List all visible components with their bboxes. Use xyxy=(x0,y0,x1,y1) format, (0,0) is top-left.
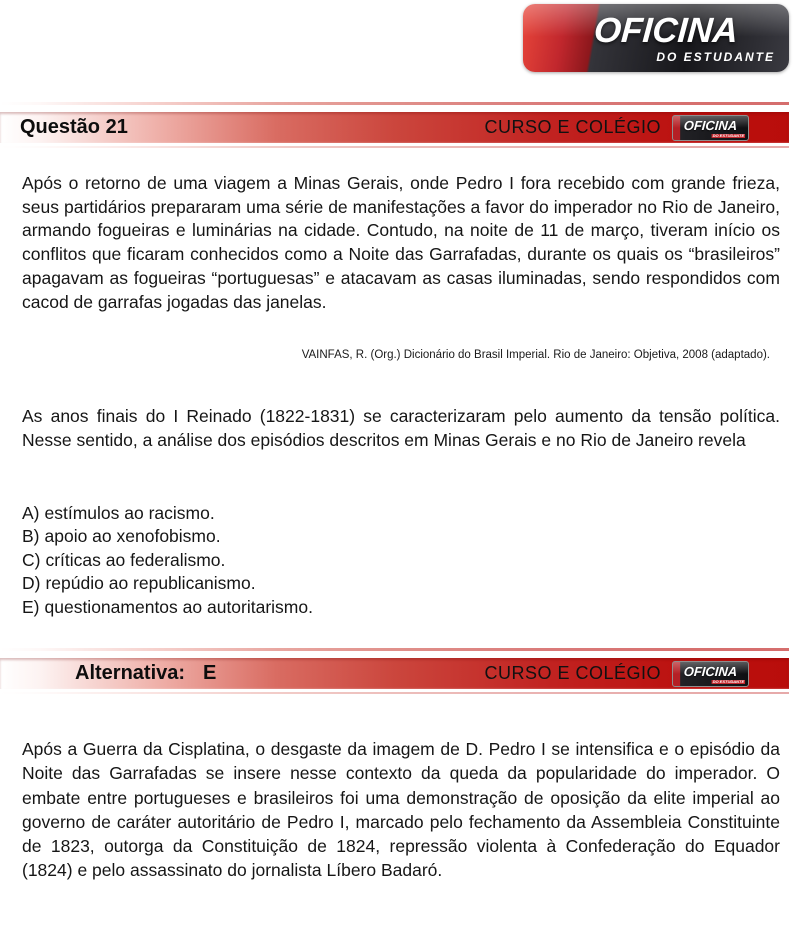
bar-bottom-stripe xyxy=(0,692,789,694)
question-bar xyxy=(0,102,789,148)
mini-brand-name: OFICINA xyxy=(683,663,738,679)
option-text: críticas ao federalismo. xyxy=(45,549,226,570)
option-text: repúdio ao republicanismo. xyxy=(45,573,256,594)
answer-left-group xyxy=(20,662,216,685)
option-letter: D) xyxy=(22,573,41,594)
option-text: questionamentos ao autoritarismo. xyxy=(44,596,313,617)
option-letter: E) xyxy=(22,596,40,617)
curso-colegio-label: CURSO E COLÉGIO xyxy=(484,663,661,683)
options-list xyxy=(22,502,780,619)
option-row-b xyxy=(22,525,780,548)
option-letter: C) xyxy=(22,549,41,570)
bar-right-group xyxy=(484,661,749,687)
brand-name: OFICINA xyxy=(592,11,740,50)
mini-brand-logo xyxy=(672,661,749,687)
brand-tagline: DO ESTUDANTE xyxy=(656,50,775,64)
bar-top-stripe xyxy=(0,102,789,105)
answer-label: Alternativa: xyxy=(75,662,186,684)
option-row-a xyxy=(22,502,780,525)
option-text: estímulos ao racismo. xyxy=(44,503,215,523)
option-row-e xyxy=(22,596,780,619)
explanation-text: Após a Guerra da Cisplatina, o desgaste da imagem de D. Pedro I se intensifica e o episódio da Noite das Garrafadas se insere nesse contexto da queda da popularidade do imperador. O embate entre portugueses e brasileiros foi uma demonstração de oposição da elite imperial ao governo de caráter autoritário de Pedro I, marcado pelo fechamento da Assembleia Constituinte de 1823, outorga da Constituição de 1824, repressão violenta à Confederação do Equador (1824) e pelo assassinato do jornalista Líbero Badaró. xyxy=(22,739,780,881)
question-stem: As anos finais do I Reinado (1822-1831) se caracterizaram pelo aumento da tensão política. Nesse sentido, a análise dos episódios descritos em Minas Gerais e no Rio de Janeiro revela xyxy=(22,406,780,451)
source-citation: VAINFAS, R. (Org.) Dicionário do Brasil Imperial. Rio de Janeiro: Objetiva, 2008 (adaptado). xyxy=(301,349,770,361)
answer-bar-main xyxy=(0,658,789,689)
question-number-label: Questão 21 xyxy=(20,116,128,138)
option-row-d xyxy=(22,572,780,595)
mini-brand-tagline: DO ESTUDANTE xyxy=(712,133,744,138)
mini-brand-logo xyxy=(672,115,749,141)
bar-top-stripe xyxy=(0,648,789,651)
mini-brand-name: OFICINA xyxy=(683,117,738,133)
bar-right-group xyxy=(484,115,749,141)
option-letter: A) xyxy=(22,503,40,523)
bar-bottom-stripe xyxy=(0,146,789,148)
mini-brand-tagline: DO ESTUDANTE xyxy=(712,679,744,684)
curso-colegio-label: CURSO E COLÉGIO xyxy=(484,117,661,137)
option-letter: B) xyxy=(22,526,40,547)
option-text: apoio ao xenofobismo. xyxy=(44,526,221,547)
answer-bar xyxy=(0,648,789,694)
answer-value: E xyxy=(203,662,217,684)
source-passage: Após o retorno de uma viagem a Minas Gerais, onde Pedro I fora recebido com grande frieza, seus partidários prepararam uma série de manifestações a favor do imperador no Rio de Janeiro, armando fogueiras e luminárias na cidade. Contudo, na noite de 11 de março, tiveram início os conflitos que ficaram conhecidos como a Noite das Garrafadas, durante os quais os “brasileiros” apagavam as fogueiras “portuguesas” e atacavam as casas iluminadas, sendo respondidos com cacod de garrafas jogadas das janelas. xyxy=(22,173,780,312)
option-row-c xyxy=(22,549,780,572)
brand-logo xyxy=(523,4,789,72)
question-bar-main xyxy=(0,112,789,143)
